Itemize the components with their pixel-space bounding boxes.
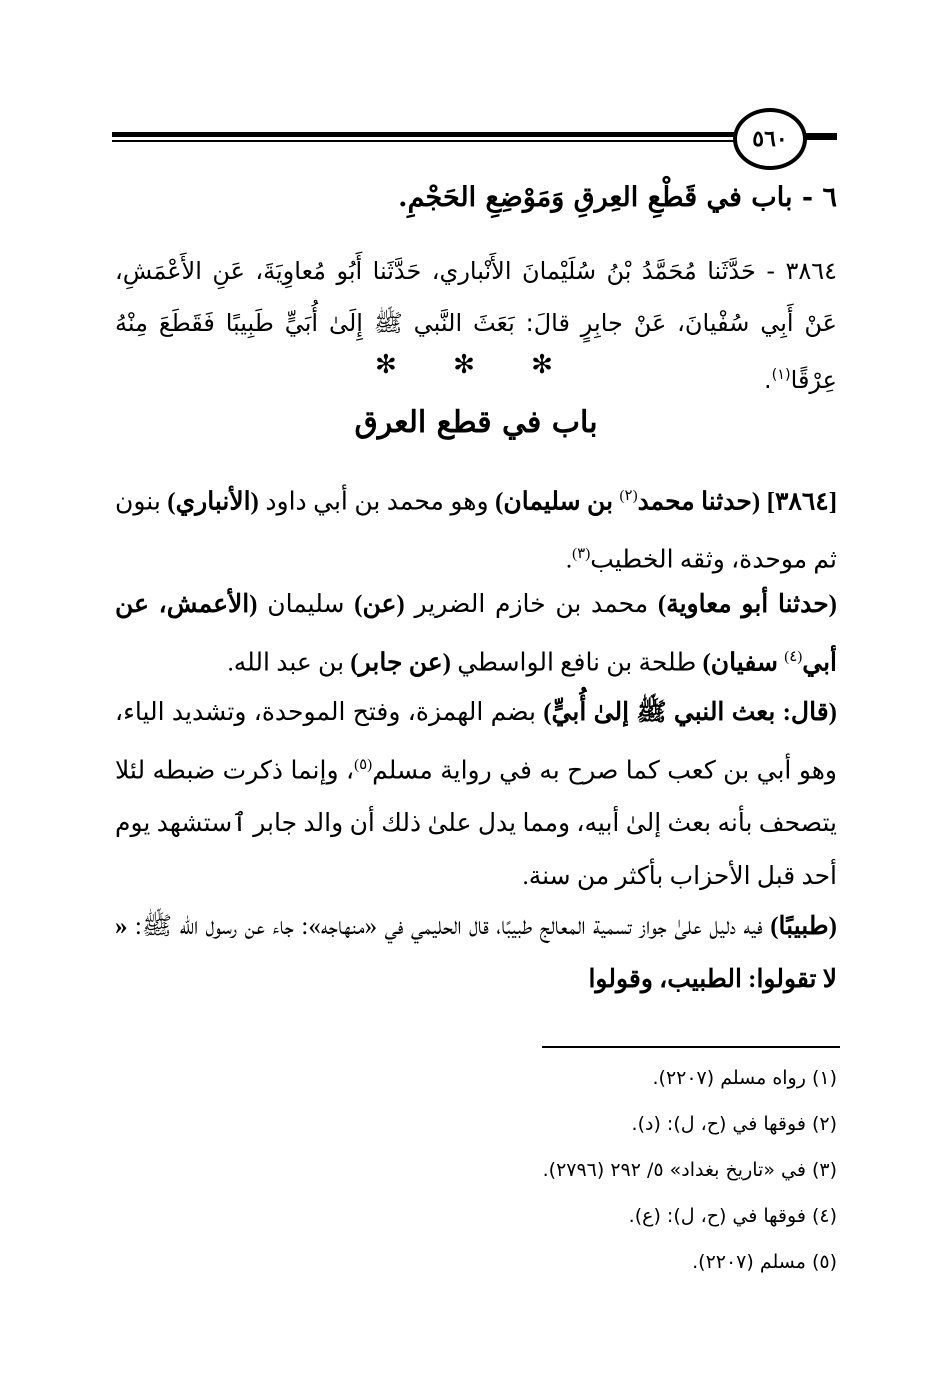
footnote-ref: (٤) (784, 649, 803, 665)
quote: (الأعمش، عن أبي (115, 591, 837, 677)
header-rule-thick (112, 132, 734, 137)
gloss: طلحة بن نافع الواسطي (450, 649, 703, 677)
commentary-paragraph-4 (115, 900, 837, 1006)
commentary-title: باب في قطع العرق (354, 405, 598, 440)
quote: سفيان) (702, 649, 785, 677)
separator-stars: ✻ ✻ ✻ (375, 350, 577, 380)
footnotes (300, 1055, 837, 1285)
hadith-text: ٣٨٦٤ - حَدَّثَنا مُحَمَّدُ بْنُ سُلَيْمانَ الأَنْباري، حَدَّثَنا أَبُو مُعاوِيَةَ، عَنِ الأَعْمَشِ، عَنْ أَبِي سُفْيانَ، عَنْ جابِرٍ قالَ: بَعَثَ النَّبي ﷺ إِلَىٰ أُبَيٍّ طَبِيبًا فَقَطَعَ مِنْهُ عِرْقًا$^{(١)}$. (115, 257, 837, 394)
quote: (حدثنا أبو معاوية) (657, 591, 837, 618)
gloss: سليمان (257, 591, 355, 618)
quote: (عن جابر) (350, 649, 451, 677)
footnote-ref: (٥) (354, 757, 373, 773)
quote: « لا تقولوا: الطبيب، وقولوا (115, 913, 837, 993)
footnote-ref: (٣) (572, 546, 591, 563)
gloss: ، وإنما ذكرت ضبطه لئلا يتصحف بأنه بعث إلىٰ أبيه، ومما يدل علىٰ ذلك أن والد جابر ٱستشهد يوم أحد قبل الأحزاب بأكثر من سنة. (115, 757, 837, 891)
gloss: وهو محمد بن أبي داود (258, 488, 489, 516)
footnote-1: (١) رواه مسلم (٢٢٠٧). (652, 1067, 837, 1089)
footnote-5: (٥) مسلم (٢٢٠٧). (692, 1251, 837, 1273)
footnote-rule (542, 1046, 840, 1048)
gloss: بن عبد الله. (227, 649, 351, 677)
quote: (عن) (354, 591, 405, 618)
commentary-paragraph-2 (115, 578, 837, 689)
gloss: فيه دليل علىٰ جواز تسمية المعالج طبيبًا، قال الحليمي في «منهاجه»: جاء عن رسول الله ﷺ: (127, 913, 771, 940)
header-rule (112, 130, 734, 146)
footnote-4: (٤) فوقها في (ح، ل): (ع). (628, 1205, 837, 1227)
hadith-body: ٣٨٦٤ - حَدَّثَنا مُحَمَّدُ بْنُ سُلَيْمانَ الأَنْباري، حَدَّثَنا أَبُو مُعاوِيَةَ، عَنِ الأَعْمَشِ، عَنْ أَبِي سُفْيانَ، عَنْ جابِرٍ قالَ: بَعَثَ النَّبي ﷺ إِلَىٰ أُبَيٍّ طَبِيبًا فَقَطَعَ مِنْهُ عِرْقًا (115, 257, 837, 394)
header-rule-thin (112, 140, 734, 142)
quote: (طبيبًا) (770, 913, 837, 940)
quote: [٣٨٦٤] (حدثنا محمد (637, 488, 838, 516)
chapter-title: ٦ - باب في قَطْعِ العِرقِ وَمَوْضِعِ الحَجْمِ. (398, 182, 837, 213)
gloss: بنون ثم موحدة، وثقه الخطيب (115, 488, 837, 574)
footnote-ref: (١) (771, 367, 791, 383)
quote: بن سليمان) (488, 488, 620, 516)
quote: (الأنباري) (167, 488, 259, 516)
footnote-2: (٢) فوقها في (ح، ل): (د). (631, 1113, 837, 1135)
punct: . (565, 546, 573, 574)
commentary-paragraph-3 (115, 686, 837, 903)
commentary-paragraph-1 (115, 470, 837, 587)
footnote-ref: (٢) (619, 488, 638, 504)
footnote-3: (٣) في «تاريخ بغداد» ٥/ ٢٩٢ (٢٧٩٦). (542, 1159, 837, 1181)
page-number: ٥٦٠ (733, 108, 807, 170)
gloss: بضم الهمزة، وفتح الموحدة، وتشديد الياء، وهو أبي بن كعب كما صرح به في رواية مسلم (115, 699, 837, 785)
gloss: محمد بن خازم الضرير (404, 591, 658, 618)
page-number-tail (805, 133, 837, 140)
quote: (قال: بعث النبي ﷺ إلىٰ أُبيٍّ) (543, 699, 837, 726)
